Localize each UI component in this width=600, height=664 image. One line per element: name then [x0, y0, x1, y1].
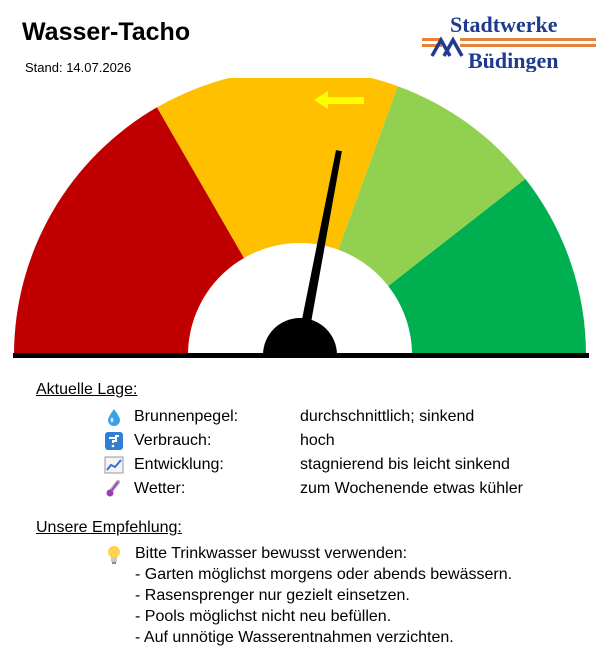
water-gauge: [0, 78, 600, 370]
lage-label: Entwicklung:: [134, 456, 224, 473]
stadtwerke-logo: [420, 10, 598, 72]
lage-value: durchschnittlich; sinkend: [300, 408, 475, 425]
chart-trend-icon: [104, 455, 124, 475]
empfehlung-item: - Garten möglichst morgens oder abends bewässern.: [135, 566, 513, 583]
lightbulb-icon: [104, 544, 124, 566]
lage-heading: Aktuelle Lage:: [36, 381, 138, 398]
lage-label: Verbrauch:: [134, 432, 212, 449]
empfehlung-main: Bitte Trinkwasser bewusst verwenden:: [135, 545, 408, 562]
empfehlung-item: - Pools möglichst nicht neu befüllen.: [135, 608, 392, 625]
lage-row-entwicklung: [104, 455, 574, 477]
water-drop-icon: [104, 407, 124, 427]
lage-label: Wetter:: [134, 480, 186, 497]
lage-row-wetter: [104, 479, 574, 501]
lage-row-brunnenpegel: [104, 407, 574, 429]
empfehlung-item: - Rasensprenger nur gezielt einsetzen.: [135, 587, 410, 604]
lage-value: hoch: [300, 432, 335, 449]
lage-row-verbrauch: [104, 431, 574, 453]
stand-date: Stand: 14.07.2026: [25, 60, 132, 75]
logo-line-2: Büdingen: [468, 48, 559, 72]
empfehlung-heading: Unsere Empfehlung:: [36, 519, 182, 536]
faucet-icon: [104, 431, 124, 451]
lage-value: stagnierend bis leicht sinkend: [300, 456, 510, 473]
lage-label: Brunnenpegel:: [134, 408, 239, 425]
page-title: Wasser-Tacho: [22, 18, 191, 46]
lage-value: zum Wochenende etwas kühler: [300, 480, 523, 497]
logo-line-1: Stadtwerke: [450, 12, 558, 37]
empfehlung-item: - Auf unnötige Wasserentnahmen verzichten.: [135, 629, 454, 646]
thermometer-icon: [104, 479, 124, 499]
